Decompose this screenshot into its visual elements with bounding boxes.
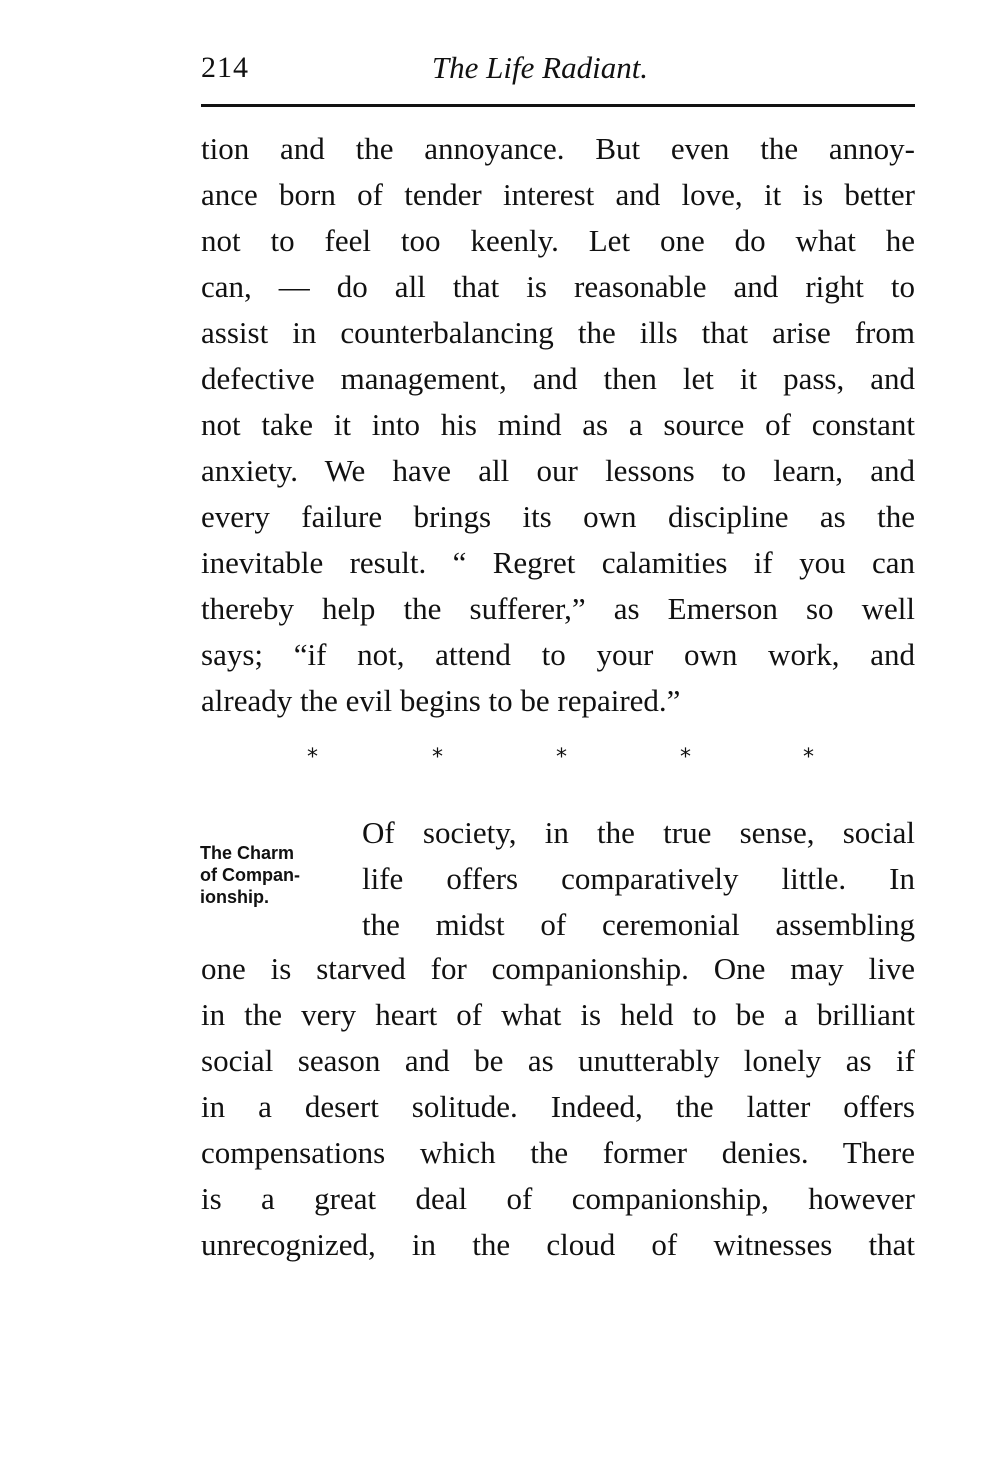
margin-note-line: of Compan- xyxy=(200,865,300,885)
margin-note xyxy=(200,842,350,908)
text-line: already the evil begins to be repaired.” xyxy=(201,683,681,718)
text-line: thereby help the sufferer,” as Emerson so well xyxy=(201,591,915,626)
text-line: assist in counterbalancing the ills that arise from xyxy=(201,315,915,350)
section-separator xyxy=(0,738,1000,778)
page-number: 214 xyxy=(201,51,249,84)
separator-star: * xyxy=(556,745,567,770)
running-title: The Life Radiant. xyxy=(431,50,649,85)
paragraph-opening xyxy=(362,810,915,948)
paragraph-body xyxy=(201,946,915,1268)
text-line: Of society, in the true sense, social xyxy=(362,815,915,850)
separator-star: * xyxy=(307,745,318,770)
header-rule xyxy=(201,104,915,107)
text-line: in a desert solitude. Indeed, the latter offers xyxy=(201,1089,915,1124)
text-line: not to feel too keenly. Let one do what he xyxy=(201,223,915,258)
text-line: inevitable result. “ Regret calamities if you can xyxy=(201,545,915,580)
text-line: ance born of tender interest and love, it is better xyxy=(201,177,915,212)
text-line: says; “if not, attend to your own work, and xyxy=(201,637,915,672)
text-line: can, — do all that is reasonable and right to xyxy=(201,269,915,304)
text-line: social season and be as unutterably lonely as if xyxy=(201,1043,915,1078)
text-line: is a great deal of companionship, however xyxy=(201,1181,915,1216)
margin-note-line: The Charm xyxy=(200,843,295,863)
separator-star: * xyxy=(680,745,691,770)
text-line: every failure brings its own discipline as the xyxy=(201,499,915,534)
text-line: tion and the annoyance. But even the annoy- xyxy=(201,131,915,166)
text-line: defective management, and then let it pass, and xyxy=(201,361,915,396)
text-line: not take it into his mind as a source of constant xyxy=(201,407,915,442)
margin-note-line: ionship. xyxy=(200,887,269,907)
text-line: the midst of ceremonial assembling xyxy=(362,907,915,942)
text-line: in the very heart of what is held to be a brilliant xyxy=(201,997,915,1032)
text-line: unrecognized, in the cloud of witnesses that xyxy=(201,1227,915,1262)
text-line: one is starved for companionship. One may live xyxy=(201,951,915,986)
separator-star: * xyxy=(432,745,443,770)
text-line: compensations which the former denies. There xyxy=(201,1135,915,1170)
text-line: life offers comparatively little. In xyxy=(362,861,915,896)
paragraph-continued xyxy=(201,126,915,724)
text-line: anxiety. We have all our lessons to learn, and xyxy=(201,453,915,488)
separator-star: * xyxy=(803,745,814,770)
